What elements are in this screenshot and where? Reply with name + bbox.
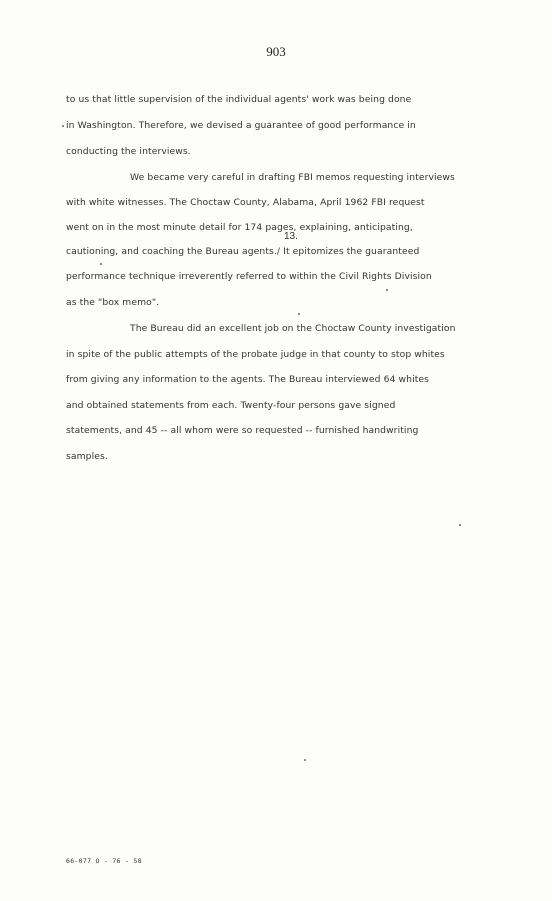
text-line: in Washington. Therefore, we devised a guarantee of good performance in	[66, 120, 416, 131]
scan-speck	[298, 313, 300, 315]
text-line: We became very careful in drafting FBI memos requesting interviews	[130, 172, 455, 183]
text-line: to us that little supervision of the individual agents' work was being done	[66, 94, 412, 105]
text-line: conducting the interviews.	[66, 146, 191, 157]
text-line: as the "box memo".	[66, 297, 160, 308]
text-line: went on in the most minute detail for 174 pages, explaining, anticipating,	[66, 222, 413, 233]
text-line: from giving any information to the agents. The Bureau interviewed 64 whites	[66, 374, 430, 385]
text-line: samples.	[66, 451, 108, 462]
text-line: with white witnesses. The Choctaw County, Alabama, April 1962 FBI request	[66, 197, 425, 208]
scan-speck	[304, 759, 306, 761]
text-line: performance technique irreverently referred to within the Civil Rights Division	[66, 271, 432, 282]
footnote-marker: 13.	[284, 231, 298, 242]
scan-speck	[62, 125, 64, 127]
scan-speck	[386, 289, 388, 291]
text-line: and obtained statements from each. Twenty-four persons gave signed	[66, 400, 396, 411]
page-number: 903	[266, 44, 286, 59]
text-line: in spite of the public attempts of the probate judge in that county to stop whites	[66, 349, 445, 360]
print-code-footer: 66-077 O - 76 - 58	[66, 857, 142, 865]
text-line: statements, and 45 -- all whom were so requested -- furnished handwriting	[66, 425, 419, 436]
text-line: The Bureau did an excellent job on the Choctaw County investigation	[130, 323, 456, 334]
text-line: cautioning, and coaching the Bureau agents./ It epitomizes the guaranteed	[66, 246, 420, 257]
scan-speck	[100, 263, 102, 265]
scan-speck	[459, 524, 461, 526]
